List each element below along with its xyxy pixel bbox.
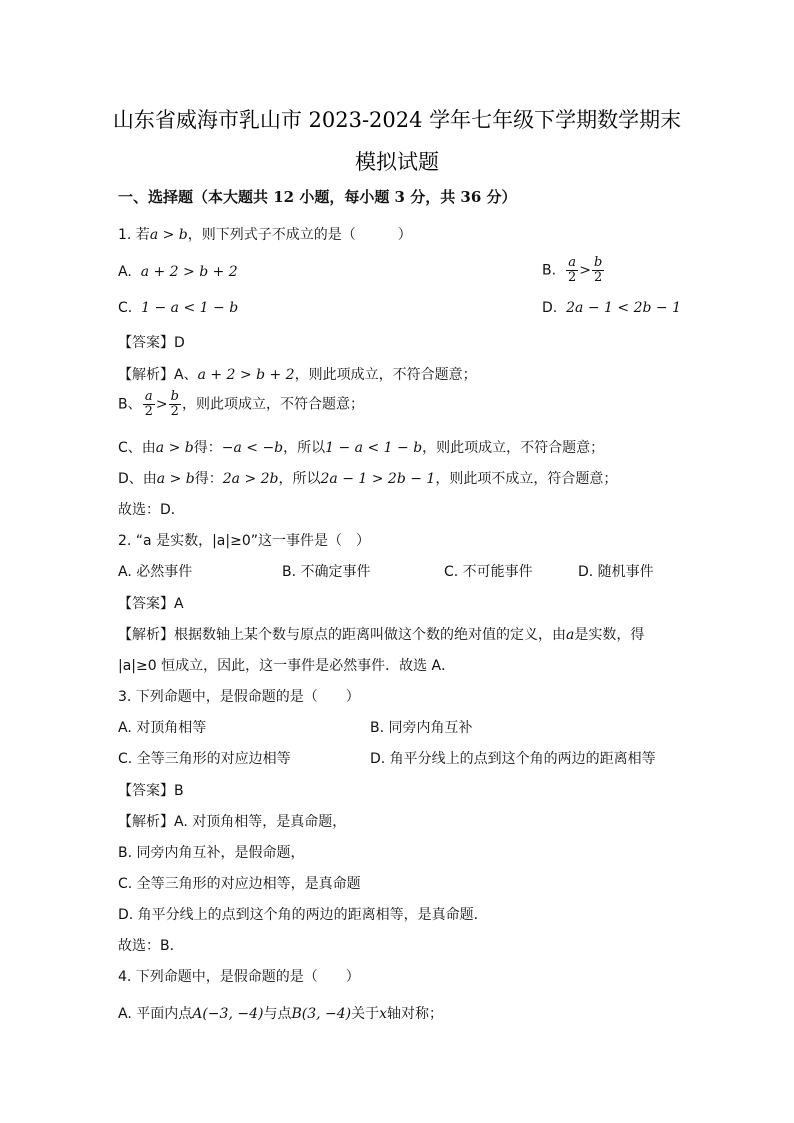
q1-explanation-d: D、由a > b得：2a > 2b，所以2a − 1 > 2b − 1，则此项不成立，符合题意； xyxy=(118,471,618,487)
q1-conclusion: 故选：D． xyxy=(118,502,185,518)
q3-answer: 【答案】B xyxy=(118,783,184,799)
q3-option-d: D. 角平分线上的点到这个角的两边的距离相等 xyxy=(370,751,656,767)
q2-option-d: D. 随机事件 xyxy=(578,564,654,580)
q1-option-c: C. 1 − a < 1 − b xyxy=(118,300,239,316)
q2-explanation-line2: |a|≥0 恒成立，因此，这一事件是必然事件．故选 A． xyxy=(118,658,456,674)
q3-explanation-3: C. 全等三角形的对应边相等，是真命题 xyxy=(118,876,361,892)
q1-explanation-a: 【解析】A、a + 2 > b + 2，则此项成立，不符合题意； xyxy=(118,367,477,383)
q1-option-b: B. $\frac{a}{2}$ > $\frac{b}{2}$ xyxy=(542,255,603,285)
q3-explanation-2: B. 同旁内角互补，是假命题， xyxy=(118,845,305,861)
q3-option-b: B. 同旁内角互补 xyxy=(370,720,473,736)
q1-option-a: A. a + 2 > b + 2 xyxy=(118,264,238,280)
q2-option-c: C. 不可能事件 xyxy=(444,564,533,580)
q2-option-a: A. 必然事件 xyxy=(118,564,193,580)
document-title-line1: 山东省威海市乳山市 2023-2024 学年七年级下学期数学期末 xyxy=(112,108,682,132)
q2-answer: 【答案】A xyxy=(118,596,184,612)
q3-stem: 3. 下列命题中，是假命题的是（ ） xyxy=(118,689,360,705)
q2-stem: 2. “a 是实数，|a|≥0”这一事件是（ ） xyxy=(118,533,370,549)
q2-option-b: B. 不确定事件 xyxy=(282,564,371,580)
q1-option-d: D. 2a − 1 < 2b − 1 xyxy=(542,300,681,316)
q4-stem: 4. 下列命题中，是假命题的是（ ） xyxy=(118,969,360,985)
document-title-line2: 模拟试题 xyxy=(355,150,439,174)
q3-explanation-4: D. 角平分线上的点到这个角的两边的距离相等，是真命题． xyxy=(118,907,488,923)
q3-option-a: A. 对顶角相等 xyxy=(118,720,207,736)
q1-explanation-c: C、由a > b得：−a < −b，所以1 − a < 1 − b，则此项成立，不符合题意； xyxy=(118,440,605,456)
q3-explanation-1: 【解析】A. 对顶角相等，是真命题， xyxy=(118,814,347,830)
section-heading: 一、选择题（本大题共 12 小题，每小题 3 分，共 36 分） xyxy=(118,188,517,206)
q1-answer: 【答案】D xyxy=(118,335,185,351)
q1-stem: 1. 若a > b，则下列式子不成立的是（ ） xyxy=(118,227,412,243)
q2-explanation-line1: 【解析】根据数轴上某个数与原点的距离叫做这个数的绝对值的定义，由a是实数，得 xyxy=(118,627,645,643)
q3-option-c: C. 全等三角形的对应边相等 xyxy=(118,751,291,767)
q3-conclusion: 故选：B． xyxy=(118,938,184,954)
q1-explanation-b: B、 $\frac{a}{2}$ > $\frac{b}{2}$ ，则此项成立，不符合题意； xyxy=(118,389,364,419)
q4-option-a: A. 平面内点A(−3, −4)与点B(3, −4)关于x轴对称； xyxy=(118,1006,444,1022)
